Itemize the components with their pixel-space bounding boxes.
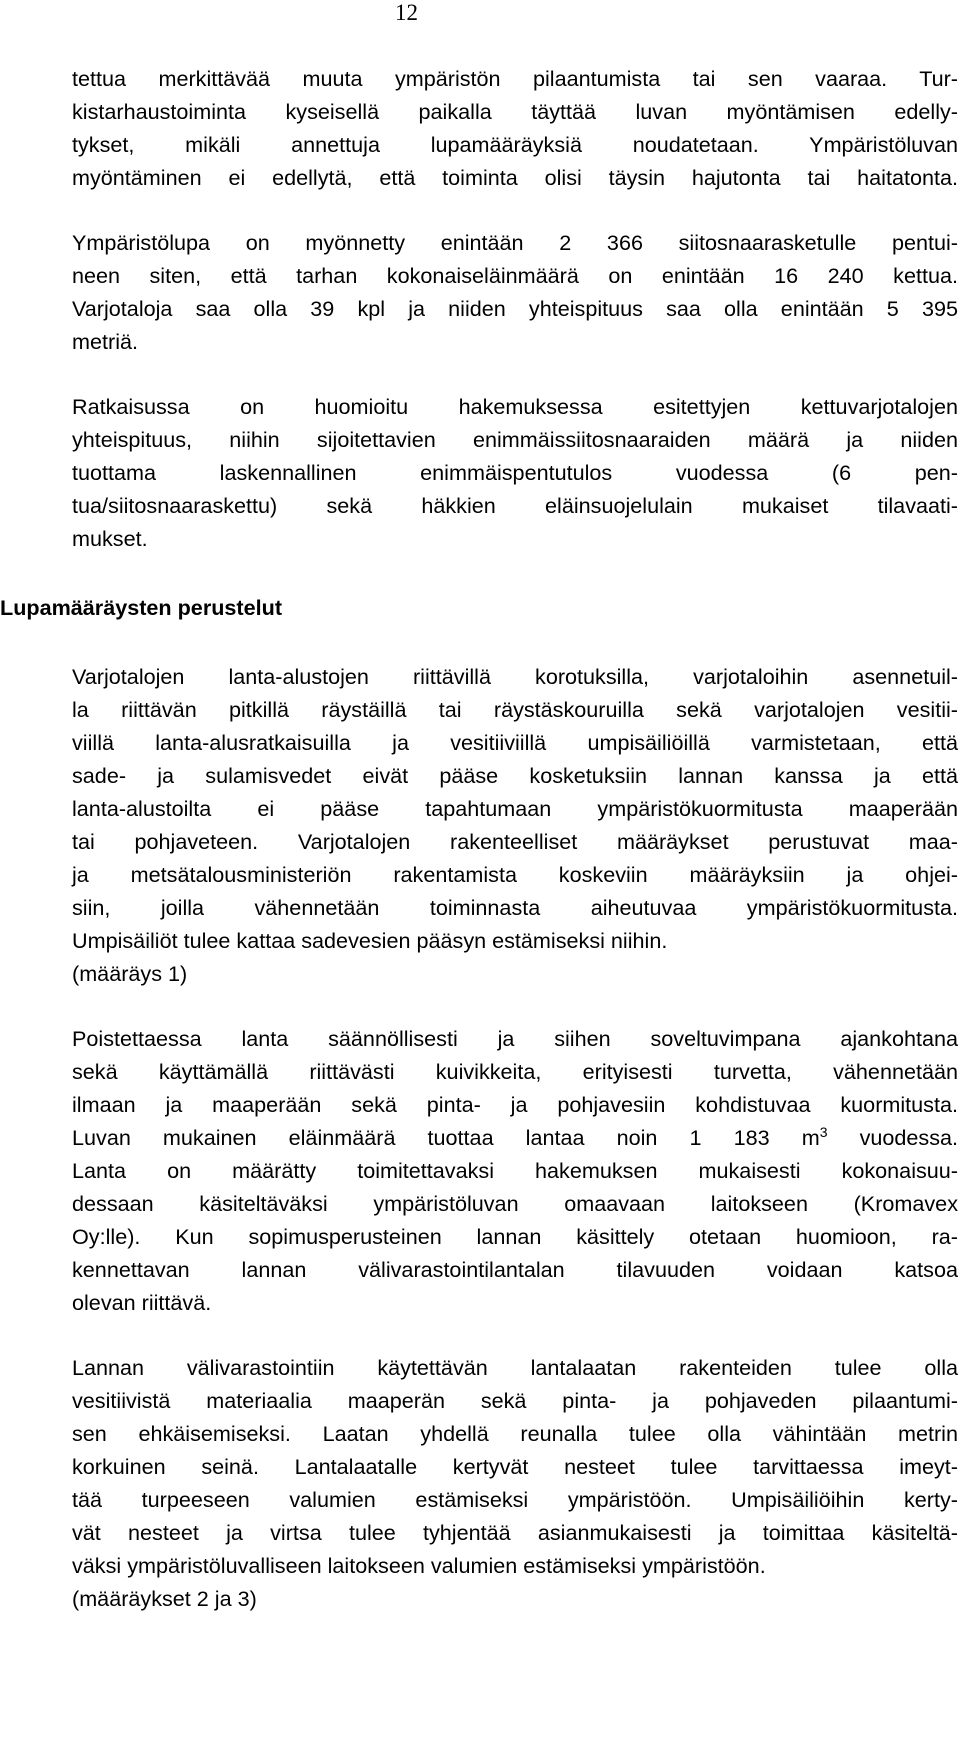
text-line-manure-volume xyxy=(72,1121,958,1154)
volume-text: Luvan mukainen eläinmäärä tuottaa lantaa noin 1 183 m xyxy=(72,1125,820,1150)
page-number: 12 xyxy=(395,0,418,25)
text-line: myöntäminen ei edellytä, että toiminta olisi täysin hajutonta tai haitatonta. xyxy=(72,165,958,190)
text-line: väksi ympäristöluvalliseen laitokseen valumien estämiseksi ympäristöön. xyxy=(72,1553,766,1578)
text-line: kistarhaustoiminta kyseisellä paikalla täyttää luvan myöntämisen edelly- xyxy=(72,99,958,124)
text-line: olevan riittävä. xyxy=(72,1290,212,1315)
text-line: viillä lanta-alusratkaisuilla ja vesitiiviillä umpisäiliöillä varmistetaan, että xyxy=(72,730,958,755)
text-line: Poistettaessa lanta säännöllisesti ja siihen soveltuvimpana ajankohtana xyxy=(72,1026,958,1051)
text-line: sekä käyttämällä riittävästi kuivikkeita, erityisesti turvetta, vähennetään xyxy=(72,1059,958,1084)
paragraph-permit-conditions xyxy=(72,62,958,194)
paragraph-manure-handling xyxy=(72,1022,958,1319)
paragraph-shelter-structures xyxy=(72,660,958,990)
text-line: ilmaan ja maaperään sekä pinta- ja pohjavesiin kohdistuvaa kuormitusta. xyxy=(72,1092,958,1117)
text-line: tykset, mikäli annettuja lupamääräyksiä noudatetaan. Ympäristöluvan xyxy=(72,132,958,157)
text-line: mukset. xyxy=(72,526,148,551)
text-line: Lanta on määrätty toimitettavaksi hakemuksen mukaisesti kokonaisuu- xyxy=(72,1158,958,1183)
paragraph-decision-basis xyxy=(72,390,958,555)
regulation-reference: (määräys 1) xyxy=(72,961,188,986)
text-line: tää turpeeseen valumien estämiseksi ympäristöön. Umpisäiliöihin kerty- xyxy=(72,1487,958,1512)
text-line: Ympäristölupa on myönnetty enintään 2 366 siitosnaarasketulle pentui- xyxy=(72,230,958,255)
text-line: korkuinen seinä. Lantalaatalle kertyvät nesteet tulee tarvittaessa imeyt- xyxy=(72,1454,958,1479)
text-line: lanta-alustoilta ei pääse tapahtumaan ympäristökuormitusta maaperään xyxy=(72,796,958,821)
text-line: sade- ja sulamisvedet eivät pääse kosketuksiin lannan kanssa ja että xyxy=(72,763,958,788)
text-line: Ratkaisussa on huomioitu hakemuksessa esitettyjen kettuvarjotalojen xyxy=(72,394,958,419)
text-line: ja metsätalousministeriön rakentamista koskeviin määräyksiin ja ohjei- xyxy=(72,862,958,887)
text-line: Umpisäiliöt tulee kattaa sadevesien pääsyn estämiseksi niihin. xyxy=(72,928,668,953)
text-line: tua/siitosnaaraskettu) sekä häkkien eläinsuojelulain mukaiset tilavaati- xyxy=(72,493,958,518)
text-line: neen siten, että tarhan kokonaiseläinmäärä on enintään 16 240 kettua. xyxy=(72,263,958,288)
text-line: Varjotaloja saa olla 39 kpl ja niiden yhteispituus saa olla enintään 5 395 xyxy=(72,296,958,321)
document-body xyxy=(0,62,959,1615)
text-line: metriä. xyxy=(72,329,138,354)
regulation-reference: (määräykset 2 ja 3) xyxy=(72,1586,257,1611)
paragraph-manure-storage xyxy=(72,1351,958,1615)
text-line: vesitiivistä materiaalia maaperän sekä pinta- ja pohjaveden pilaantumi- xyxy=(72,1388,958,1413)
text-line: Lannan välivarastointiin käytettävän lantalaatan rakenteiden tulee olla xyxy=(72,1355,958,1380)
volume-tail: vuodessa. xyxy=(827,1125,959,1150)
text-line: vät nesteet ja virtsa tulee tyhjentää asianmukaisesti ja toimittaa käsiteltä- xyxy=(72,1520,958,1545)
text-line: tai pohjaveteen. Varjotalojen rakenteelliset määräykset perustuvat maa- xyxy=(72,829,958,854)
text-line: tettua merkittävää muuta ympäristön pilaantumista tai sen vaaraa. Tur- xyxy=(72,66,958,91)
text-line: tuottama laskennallinen enimmäispentutulos vuodessa (6 pen- xyxy=(72,460,958,485)
volume-superscript: 3 xyxy=(819,1123,828,1140)
text-line: kennettavan lannan välivarastointilantalan tilavuuden voidaan katsoa xyxy=(72,1257,958,1282)
section-heading: Lupamääräysten perustelut xyxy=(0,595,283,620)
text-line: dessaan käsiteltäväksi ympäristöluvan omaavaan laitokseen (Kromavex xyxy=(72,1191,958,1216)
text-line: siin, joilla vähennetään toiminnasta aiheutuvaa ympäristökuormitusta. xyxy=(72,895,958,920)
text-line: la riittävän pitkillä räystäillä tai räystäskouruilla sekä varjotalojen vesitii- xyxy=(72,697,958,722)
text-line: Oy:lle). Kun sopimusperusteinen lannan käsittely otetaan huomioon, ra- xyxy=(72,1224,958,1249)
paragraph-permit-scope xyxy=(72,226,958,358)
text-line: yhteispituus, niihin sijoitettavien enimmäissiitosnaaraiden määrä ja niiden xyxy=(72,427,958,452)
text-line: Varjotalojen lanta-alustojen riittävillä korotuksilla, varjotaloihin asennetuil- xyxy=(72,664,958,689)
text-line: sen ehkäisemiseksi. Laatan yhdellä reunalla tulee olla vähintään metrin xyxy=(72,1421,958,1446)
